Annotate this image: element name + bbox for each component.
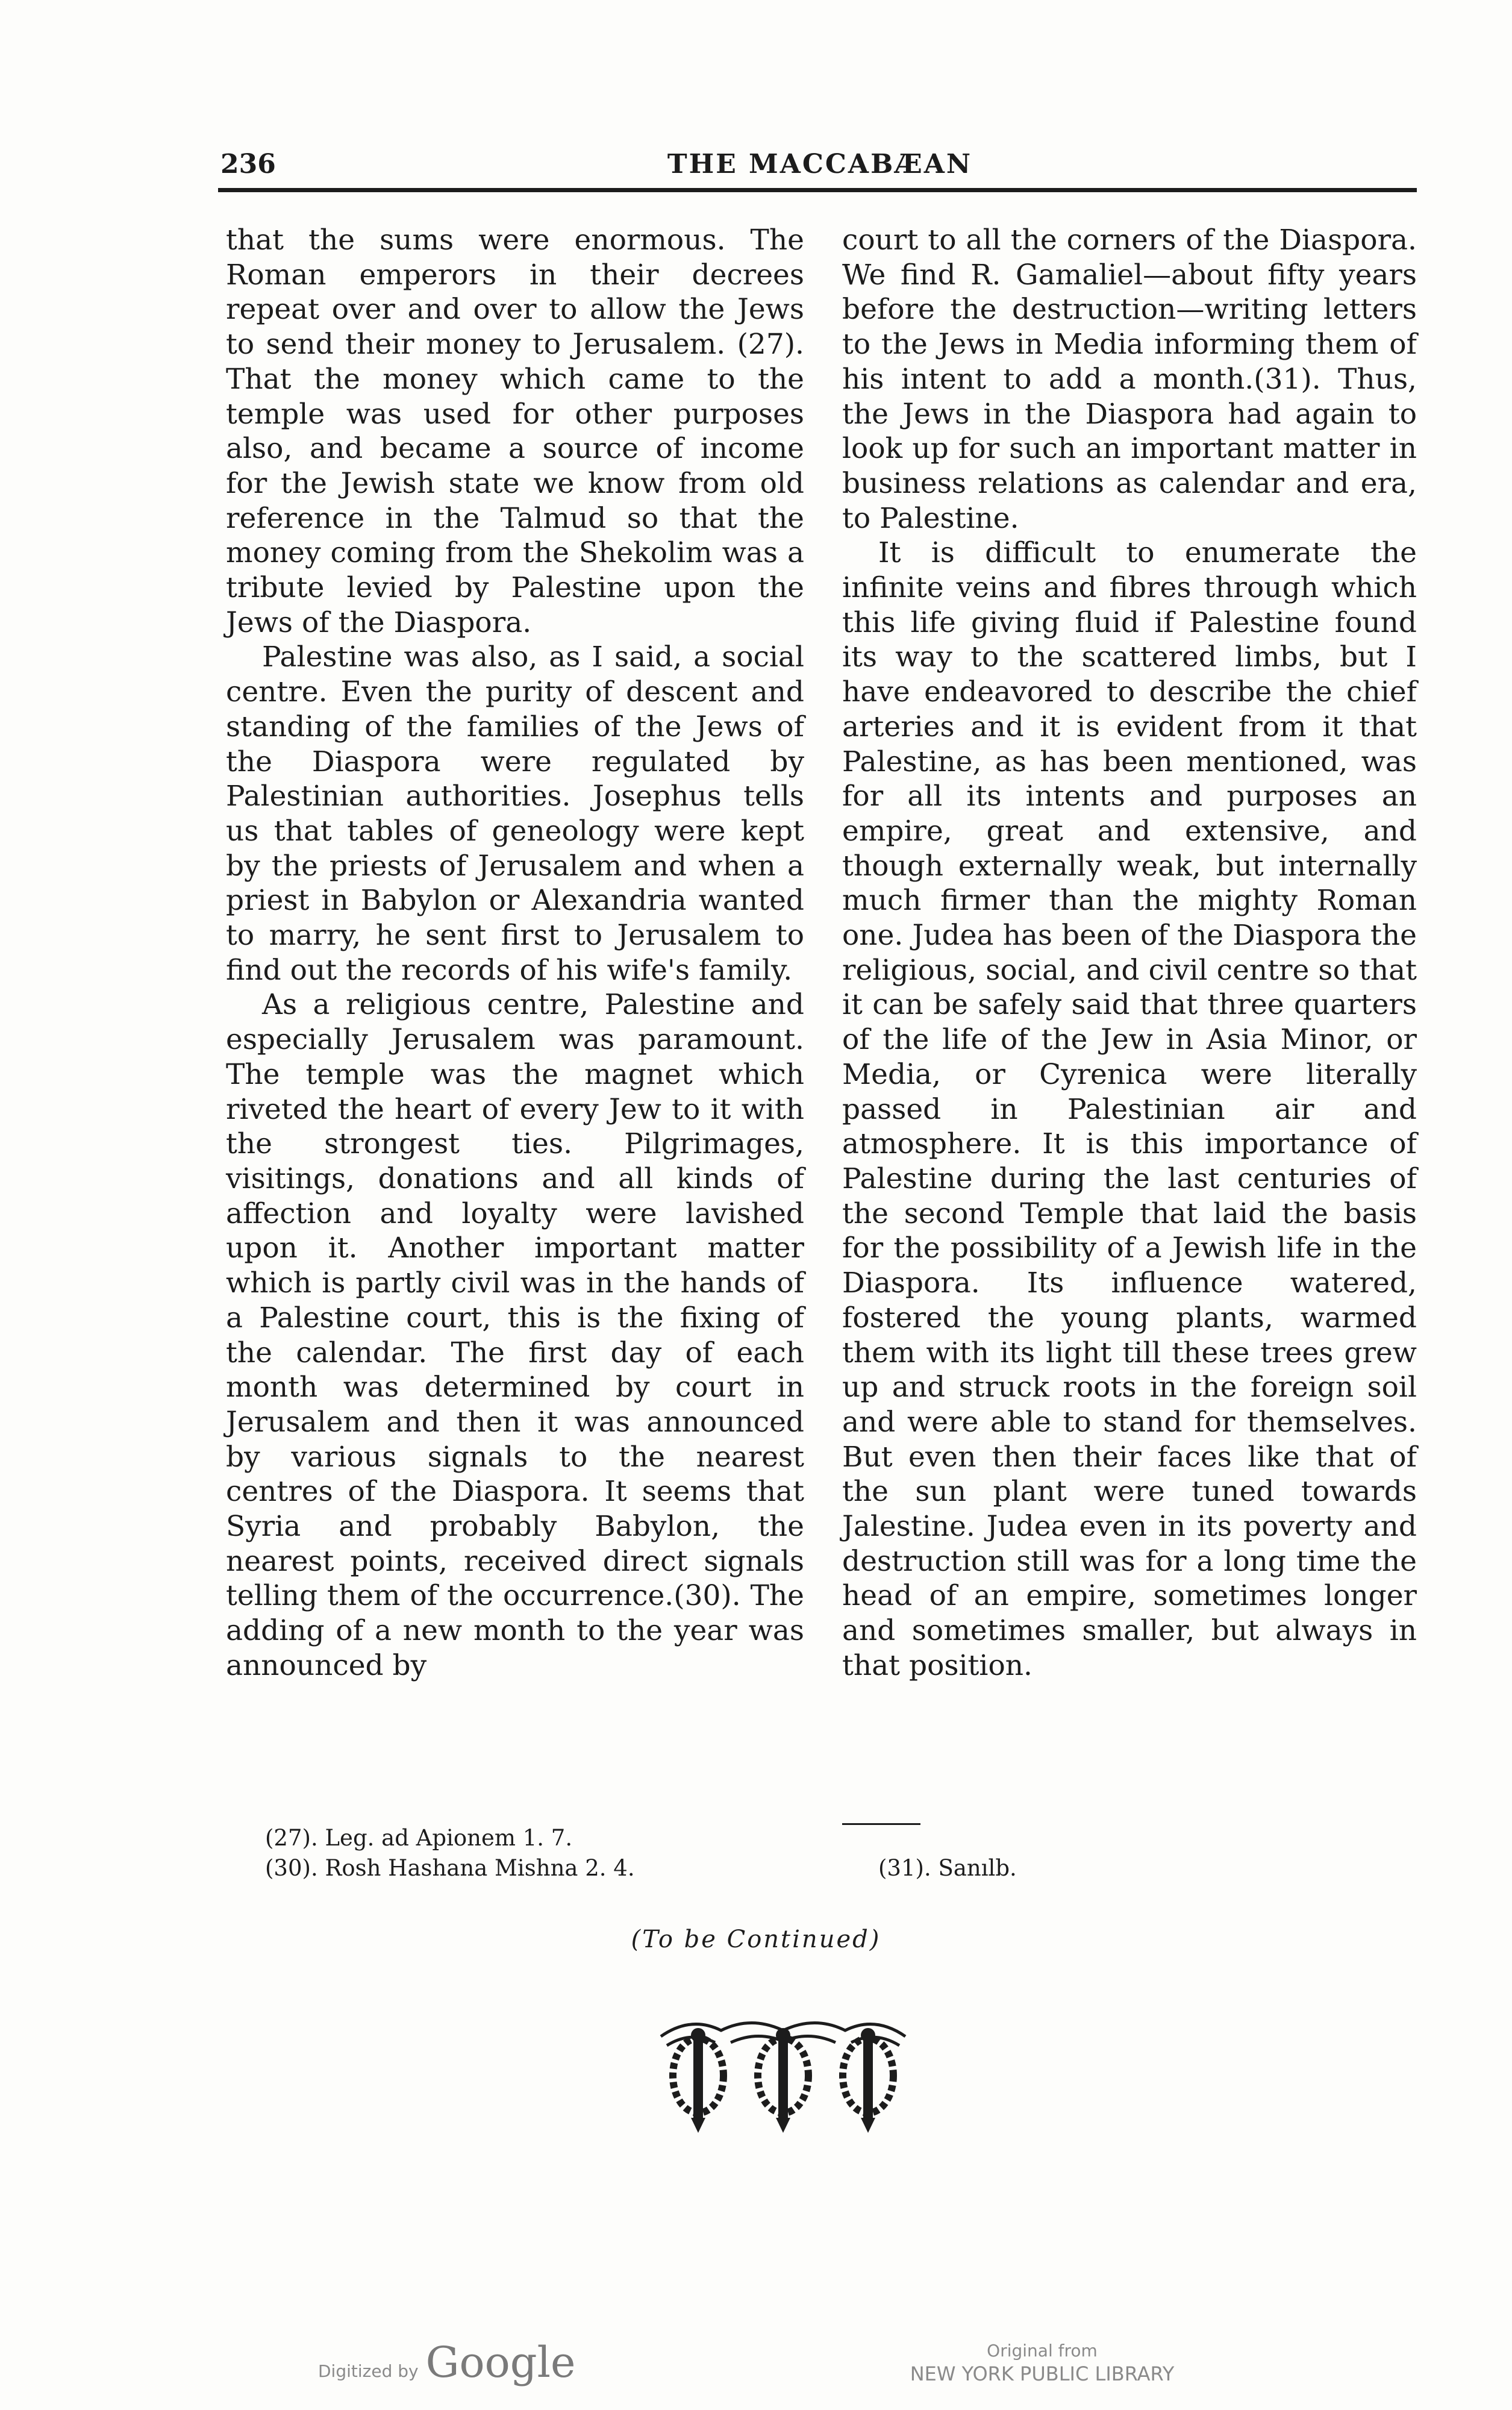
footnote: (30). Rosh Hashana Mishna 2. 4. <box>265 1855 635 1881</box>
library-watermark <box>904 2340 1181 2386</box>
right-column <box>842 223 1417 1683</box>
header-rule <box>218 188 1417 192</box>
page-number: 236 <box>220 149 276 180</box>
library-name: NEW YORK PUBLIC LIBRARY <box>910 2362 1175 2385</box>
to-be-continued: (To be Continued) <box>631 1926 881 1953</box>
google-logo: Google <box>425 2338 576 2387</box>
left-column <box>226 223 804 1683</box>
running-title: THE MACCABÆAN <box>667 149 973 180</box>
paragraph: court to all the corners of the Diaspora. We find R. Gamaliel—about fifty years before the destruction—writing letters to the Jews in Media informing them of his intent to add a month.(31). Thus, the Jews in the Diaspora had again to look up for such an important matter in business relations as calendar and era, to Palestine. <box>842 224 1417 535</box>
footnote: (27). Leg. ad Apionem 1. 7. <box>265 1825 573 1851</box>
paragraph: that the sums were enormous. The Roman emperors in their decrees repeat over and over to allow the Jews to send their money to Jerusalem. (27). That the money which came to the temple was used for other purposes also, and became a source of income for the Jewish state we know from old reference in the Talmud so that the money coming from the Shekolim was a tribute levied by Palestine upon the Jews of the Diaspora. <box>226 224 804 639</box>
footnotes-right <box>878 1853 1017 1883</box>
google-watermark <box>318 2338 575 2387</box>
footnote-rule <box>842 1823 920 1825</box>
footnotes-left <box>265 1823 635 1883</box>
paragraph: It is difficult to enumerate the infinite veins and fibres through which this life giving fluid if Palestine found its way to the scattered limbs, but I have endeavored to describe the chief arteries and it is evident from it that Palestine, as has been mentioned, was for all its intents and purposes an empire, great and extensive, and though externally weak, but internally much firmer than the mighty Roman one. Judea has been of the Diaspora the religious, social, and civil centre so that it can be safely said that three quarters of the life of the Jew in Asia Minor, or Media, or Cyrenica were literally passed in Palestinian air and atmosphere. It is this importance of Palestine during the last centuries of the second Temple that laid the basis for the possibility of a Jewish life in the Diaspora. Its influence watered, fostered the young plants, warmed them with its light till these trees grew up and struck roots in the foreign soil and were able to stand for themselves. But even then their faces like that of the sun plant were tuned towards Jalestine. Judea even in its poverty and destruction still was for a long time the head of an empire, sometimes longer and sometimes smaller, but always in that position. <box>842 536 1417 1682</box>
footnote: (31). Sanılb. <box>878 1855 1017 1881</box>
floral-ornament-icon <box>655 2012 911 2142</box>
paragraph: As a religious centre, Palestine and especially Jerusalem was paramount. The temple was the magnet which riveted the heart of every Jew to it with the strongest ties. Pilgrimages, visitings, donations and all kinds of affection and loyalty were lavished upon it. Another important matter which is partly civil was in the hands of a Palestine court, this is the fixing of the calendar. The first day of each month was determined by court in Jerusalem and then it was announced by various signals to the nearest centres of the Diaspora. It seems that Syria and probably Babylon, the nearest points, received direct signals telling them of the occurrence.(30). The adding of a new month to the year was announced by <box>226 988 804 1682</box>
digitized-by-text: Digitized by <box>318 2361 419 2381</box>
original-from-text: Original from <box>987 2341 1098 2361</box>
paragraph: Palestine was also, as I said, a social centre. Even the purity of descent and standing of the families of the Jews of the Diaspora were regulated by Palestinian authorities. Josephus tells us that tables of geneology were kept by the priests of Jerusalem and when a priest in Babylon or Alexandria wanted to marry, he sent first to Jerusalem to find out the records of his wife's family. <box>226 640 804 987</box>
